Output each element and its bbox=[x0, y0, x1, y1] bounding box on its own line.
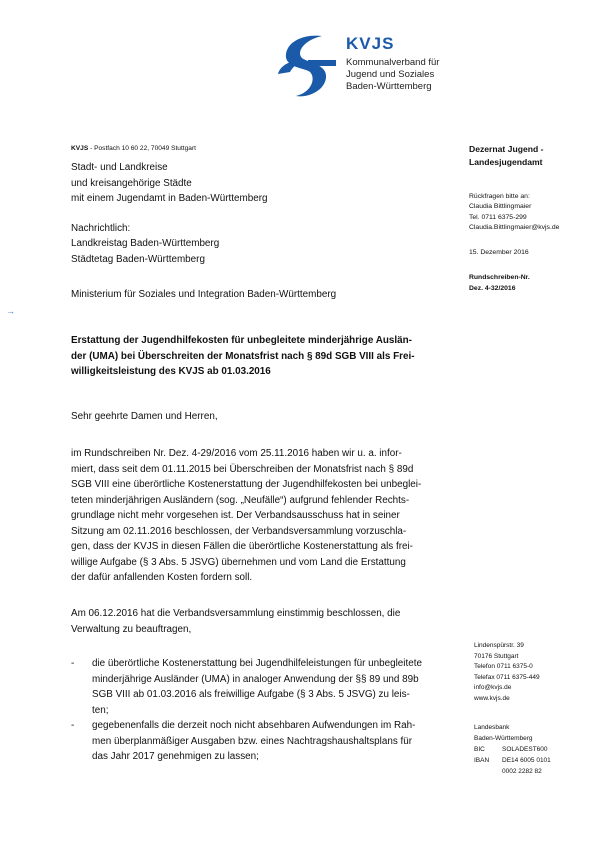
contact-email-link[interactable]: Claudia.Bittlingmaier@kvjs.de bbox=[469, 223, 560, 231]
address-website-link[interactable]: www.kvjs.de bbox=[474, 694, 510, 702]
paragraph-line: SGB VIII eine überörtliche Kostenerstattung der Jugendhilfekosten bei unbeglei- bbox=[71, 479, 422, 490]
bullet-dash: - bbox=[71, 658, 75, 669]
bank-name: Baden-Württemberg bbox=[474, 735, 533, 742]
bullet-list bbox=[71, 656, 463, 765]
sender-org: KVJS bbox=[71, 145, 89, 152]
paragraph-line: miert, dass seit dem 01.11.2015 bei Überschreiben der Monatsfrist nach § 89d bbox=[71, 463, 414, 475]
department-line: Landesjugendamt bbox=[469, 156, 543, 167]
recipient-block bbox=[71, 160, 268, 267]
department-heading bbox=[469, 143, 544, 168]
circular-value: Dez. 4-32/2016 bbox=[469, 284, 516, 292]
bank-name: Landesbank bbox=[474, 724, 510, 731]
paragraph-line: grundlage nicht mehr vorgesehen ist. Der Verbandsausschuss hat in seiner bbox=[71, 510, 400, 521]
logo-wordmark: KVJS bbox=[346, 34, 395, 53]
letter-subject bbox=[71, 333, 461, 380]
paragraph-line: Verwaltung zu beauftragen, bbox=[71, 623, 192, 635]
paragraph-line: im Rundschreiben Nr. Dez. 4-29/2016 vom 25.11.2016 haben wir u. a. infor- bbox=[71, 448, 402, 459]
sender-postal: - Postfach 10 60 22, 70049 Stuttgart bbox=[88, 145, 197, 152]
contact-label: Rückfragen bitte an: bbox=[469, 193, 530, 200]
paragraph-line: willige Aufgabe (§ 3 Abs. 5 JSVG) übernehmen und vom Land die Erstattung bbox=[71, 556, 406, 568]
list-item-line: die überörtliche Kostenerstattung bei Jugendhilfeleistungen für unbegleitete bbox=[92, 658, 422, 669]
list-item bbox=[71, 656, 463, 718]
subject-line: Erstattung der Jugendhilfekosten für unbegleitete minderjährige Auslän- bbox=[71, 335, 412, 346]
body-paragraph bbox=[71, 446, 463, 586]
logo-subtitle bbox=[346, 57, 439, 93]
bullet-dash: - bbox=[71, 720, 75, 731]
cc-label: Nachrichtlich: bbox=[71, 222, 131, 234]
recipient-line: mit einem Jugendamt in Baden-Württemberg bbox=[71, 193, 268, 204]
iban-value: DE14 6005 0101 bbox=[502, 757, 551, 764]
org-address-block bbox=[474, 641, 540, 704]
cc-line: Städtetag Baden-Württemberg bbox=[71, 253, 205, 265]
cc-line: Landkreistag Baden-Württemberg bbox=[71, 238, 220, 249]
kvjs-logo-icon bbox=[276, 32, 336, 100]
margin-arrow-icon: → bbox=[6, 306, 15, 316]
list-item-line: gegebenenfalls die derzeit noch nicht absehbaren Aufwendungen im Rah- bbox=[92, 720, 416, 731]
salutation: Sehr geehrte Damen und Herren, bbox=[71, 411, 218, 422]
bic-value: SOLADEST600 bbox=[502, 746, 548, 753]
paragraph-line: Sitzung am 02.11.2016 beschlossen, der Verbandsversammlung vorzuschla- bbox=[71, 525, 407, 537]
contact-name: Claudia Bittlingmaier bbox=[469, 203, 532, 211]
letter-date: 15. Dezember 2016 bbox=[469, 249, 529, 256]
recipient-line: und kreisangehörige Städte bbox=[71, 177, 192, 189]
list-item bbox=[71, 718, 463, 765]
circular-number bbox=[469, 273, 530, 294]
bic-label: BIC bbox=[474, 746, 485, 753]
recipient-line: Stadt- und Landkreise bbox=[71, 162, 168, 173]
contact-block bbox=[469, 192, 559, 233]
address-phone: Telefon 0711 6375-0 bbox=[474, 663, 533, 670]
paragraph-line: Am 06.12.2016 hat die Verbandsversammlung einstimmig beschlossen, die bbox=[71, 608, 401, 619]
list-item-line: men überplanmäßiger Ausgaben bzw. eines Nachtragshaushaltsplans für bbox=[92, 735, 413, 747]
subject-line: der (UMA) bei Überschreiten der Monatsfrist nach § 89d SGB VIII als Frei- bbox=[71, 350, 415, 362]
ministry-recipient: Ministerium für Soziales und Integration Baden-Württemberg bbox=[71, 289, 337, 300]
subject-line: willigkeitsleistung des KVJS ab 01.03.2016 bbox=[71, 366, 271, 377]
paragraph-line: gen, dass der KVJS in diesen Fällen die überörtliche Kostenerstattung als frei- bbox=[71, 541, 413, 552]
address-email-link[interactable]: info@kvjs.de bbox=[474, 684, 512, 691]
sender-address-line bbox=[71, 145, 196, 152]
list-item-line: das Jahr 2017 genehmigen zu lassen; bbox=[92, 751, 259, 762]
address-fax: Telefax 0711 6375-449 bbox=[474, 673, 540, 681]
iban-value: 0002 2282 82 bbox=[502, 768, 542, 775]
list-item-line: minderjährige Ausländer (UMA) in analoger Anwendung der §§ 89 und 89b bbox=[92, 673, 419, 685]
iban-label: IBAN bbox=[474, 757, 490, 764]
bank-table bbox=[474, 744, 551, 777]
circular-label: Rundschreiben-Nr. bbox=[469, 274, 530, 281]
address-city: 70176 Stuttgart bbox=[474, 652, 519, 660]
department-line: Dezernat Jugend - bbox=[469, 144, 544, 154]
logo-subtitle-line: Jugend und Soziales bbox=[346, 69, 435, 80]
paragraph-line: teten minderjährigen Ausländern (sog. „Neufälle“) aufgrund fehlender Rechts- bbox=[71, 494, 410, 506]
body-paragraph bbox=[71, 606, 463, 637]
paragraph-line: der dafür anfallenden Kosten fordern soll. bbox=[71, 572, 253, 583]
list-item-line: ten; bbox=[92, 704, 109, 716]
contact-phone: Tel. 0711 6375-299 bbox=[469, 213, 527, 221]
address-street: Lindenspürstr. 39 bbox=[474, 642, 524, 649]
list-item-line: SGB VIII ab 01.03.2016 als freiwillige Aufgabe (§ 3 Abs. 5 JSVG) zu leis- bbox=[92, 689, 410, 700]
logo-subtitle-line: Baden-Württemberg bbox=[346, 81, 432, 92]
logo-subtitle-line: Kommunalverband für bbox=[346, 57, 440, 68]
bank-details bbox=[474, 722, 551, 777]
